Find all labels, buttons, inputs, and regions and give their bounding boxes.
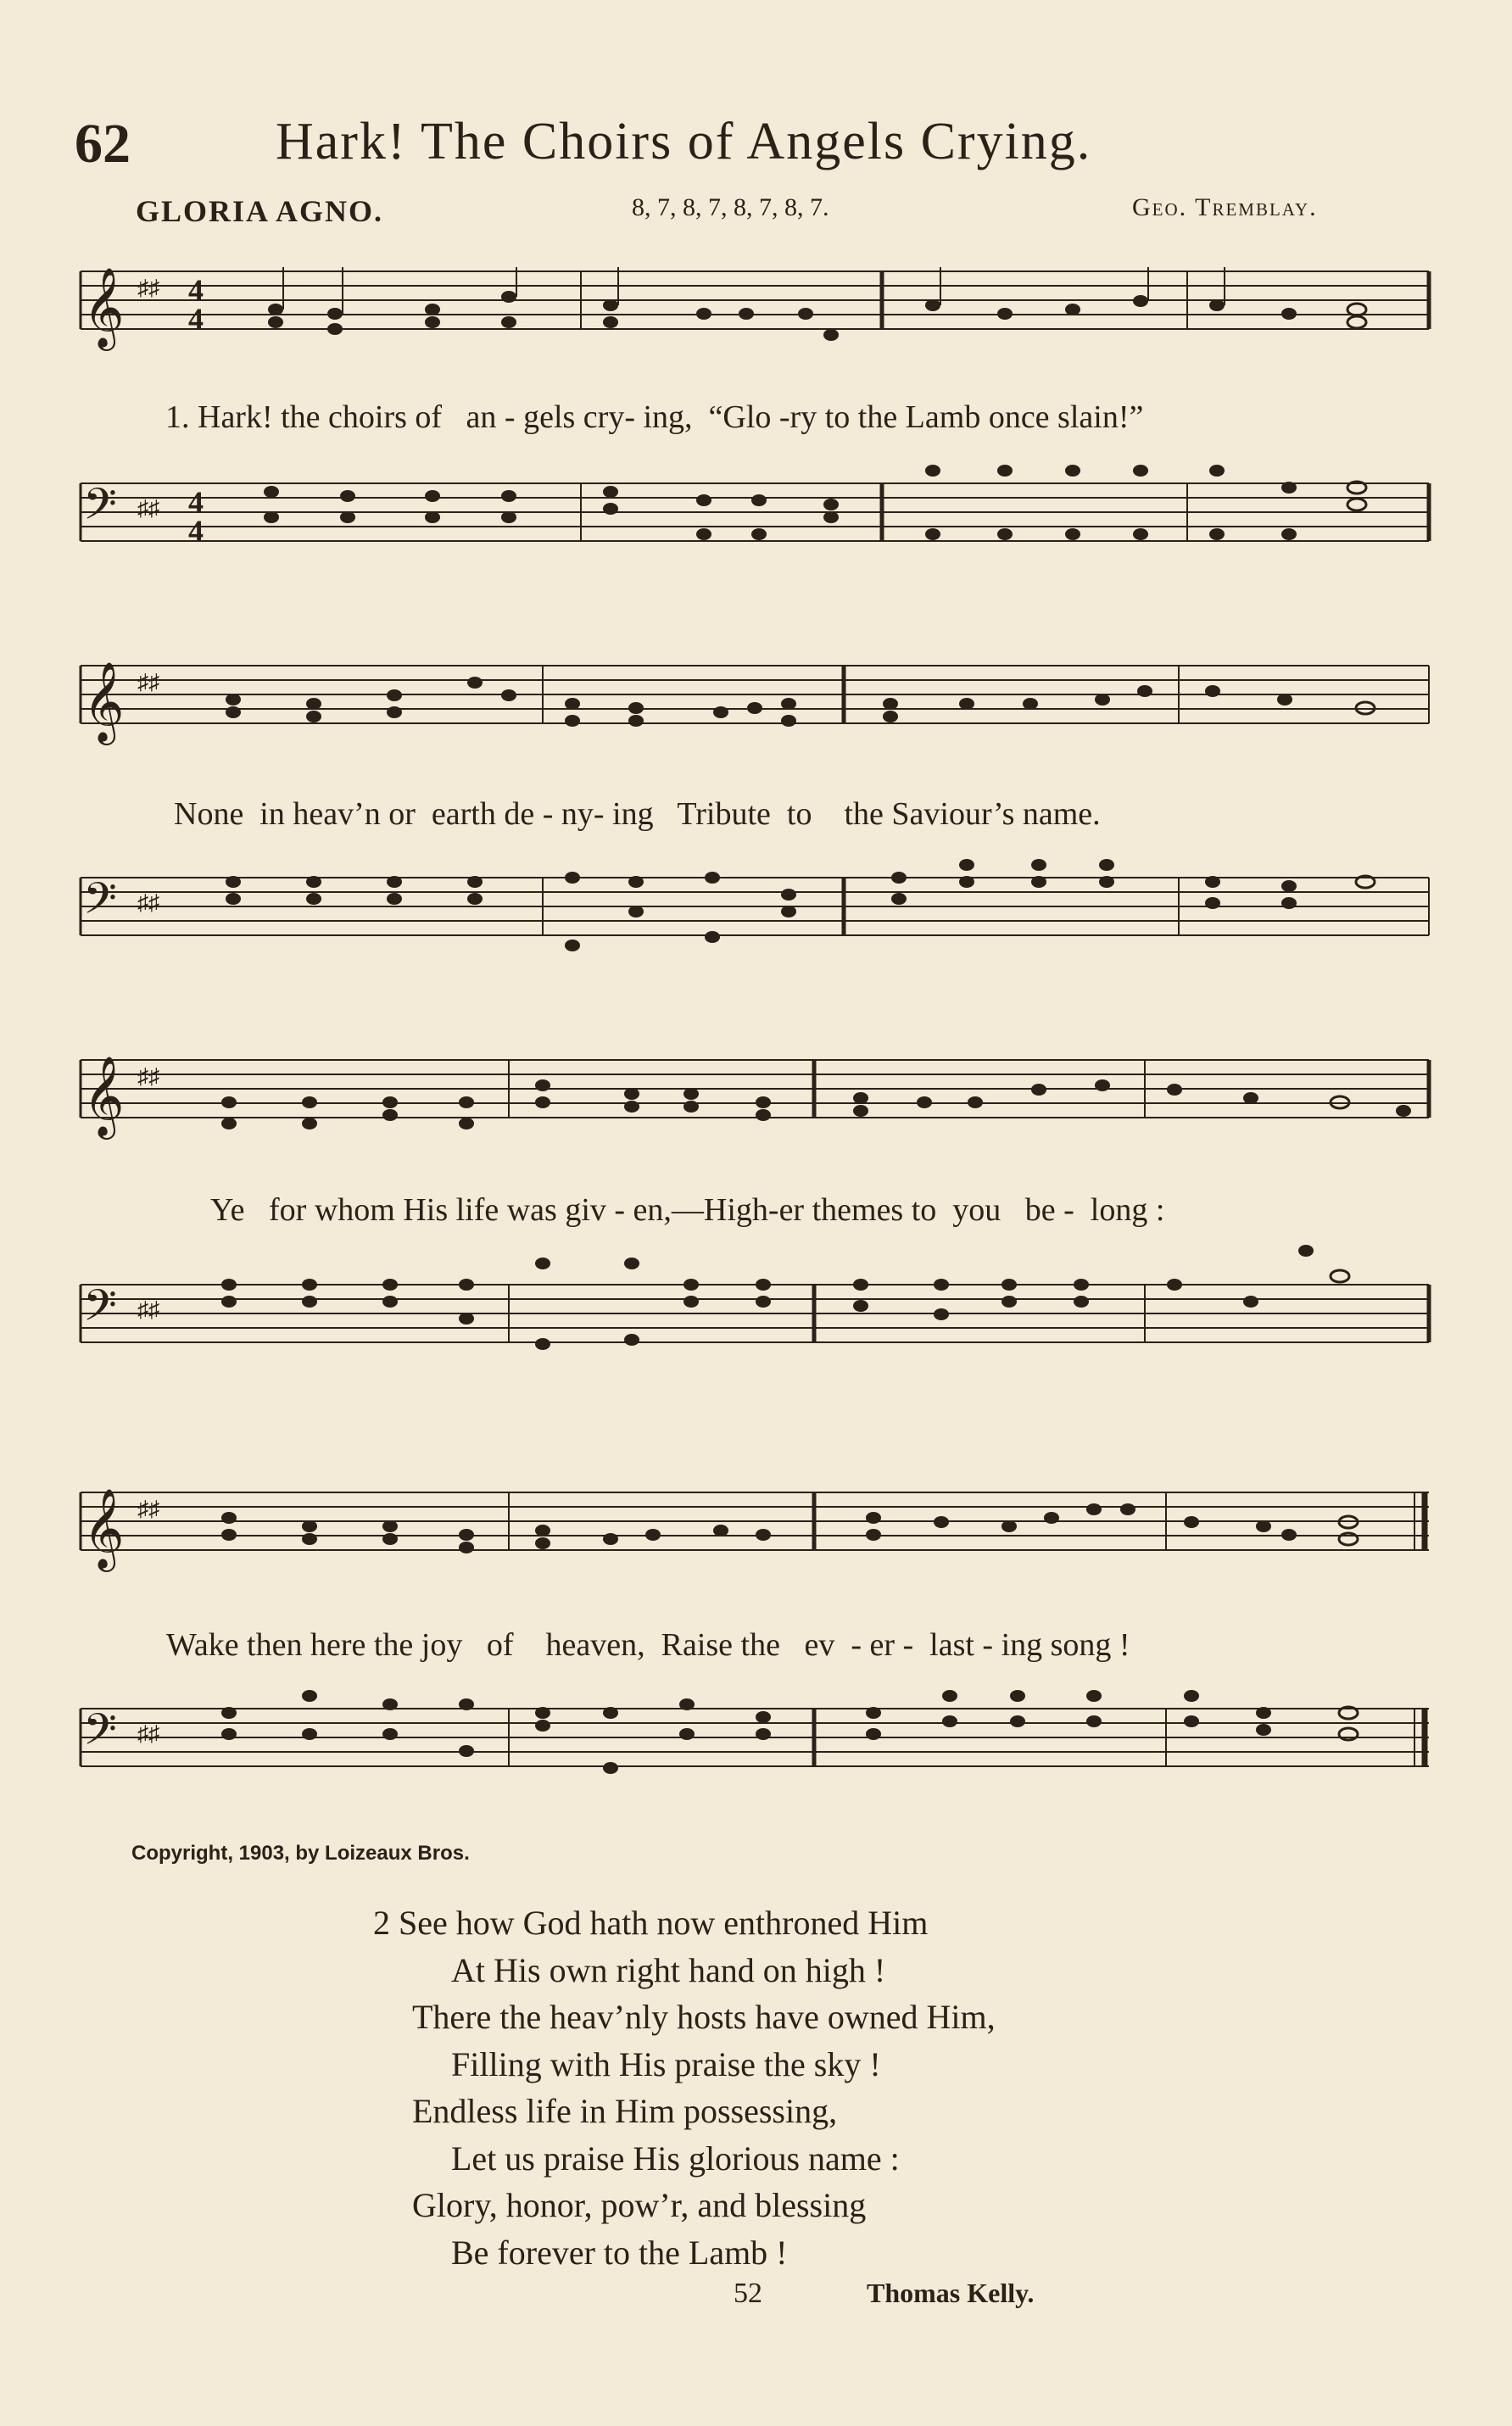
svg-text:𝄞: 𝄞 xyxy=(83,1488,125,1569)
svg-text:4: 4 xyxy=(188,302,204,336)
verse-line: 2 See how God hath now enthroned Him xyxy=(373,1904,929,1942)
verse-line: Glory, honor, pow’r, and blessing xyxy=(412,2186,867,2224)
page-number: 52 xyxy=(734,2278,762,2309)
svg-text:♯♯: ♯♯ xyxy=(137,670,159,694)
svg-text:𝄢: 𝄢 xyxy=(83,478,117,540)
verse-line: Filling with His praise the sky ! xyxy=(451,2044,881,2083)
svg-text:♯♯: ♯♯ xyxy=(137,276,159,300)
lyric-line-2: None in heav’n or earth de - ny- ing Tribute to the Saviour’s name. xyxy=(174,796,1101,832)
svg-text:𝄢: 𝄢 xyxy=(83,1280,117,1341)
bass-staff xyxy=(0,449,1512,577)
verse-line: Let us praise His glorious name : xyxy=(451,2139,900,2178)
svg-text:4: 4 xyxy=(188,514,204,548)
svg-text:𝄞: 𝄞 xyxy=(83,267,125,348)
treble-staff xyxy=(0,1484,1512,1611)
treble-staff xyxy=(0,1051,1512,1179)
svg-text:♯♯: ♯♯ xyxy=(137,496,159,521)
treble-staff xyxy=(0,657,1512,784)
composer: Geo. Tremblay. xyxy=(1132,193,1318,221)
verse-2 xyxy=(373,1899,996,2276)
lyric-line-4: Wake then here the joy of heaven, Raise the ev - er - last - ing song ! xyxy=(166,1627,1130,1663)
bass-staff xyxy=(0,844,1512,971)
tune-name: GLORIA AGNO. xyxy=(136,194,384,228)
verse-line: At His own right hand on high ! xyxy=(451,1950,886,1989)
copyright-notice: Copyright, 1903, by Loizeaux Bros. xyxy=(131,1842,470,1865)
treble-staff xyxy=(0,263,1512,390)
svg-text:♯♯: ♯♯ xyxy=(137,1064,159,1089)
verse-line: There the heav’nly hosts have owned Him, xyxy=(412,1998,996,2036)
svg-text:♯♯: ♯♯ xyxy=(137,1297,159,1322)
svg-text:𝄢: 𝄢 xyxy=(83,873,117,934)
svg-text:𝄞: 𝄞 xyxy=(83,661,125,742)
bass-staff xyxy=(0,1666,1512,1810)
meter: 8, 7, 8, 7, 8, 7, 8, 7. xyxy=(632,193,829,221)
svg-text:4: 4 xyxy=(188,485,204,519)
svg-text:4: 4 xyxy=(188,273,204,307)
svg-text:♯♯: ♯♯ xyxy=(137,1721,159,1746)
verse-line: Be forever to the Lamb ! xyxy=(451,2233,788,2272)
svg-text:♯♯: ♯♯ xyxy=(137,1497,159,1521)
author-credit: Thomas Kelly. xyxy=(867,2278,1035,2308)
bass-staff xyxy=(0,1234,1512,1378)
svg-text:♯♯: ♯♯ xyxy=(137,890,159,915)
lyric-line-1: 1. Hark! the choirs of an - gels cry- ing, “Glo -ry to the Lamb once slain!” xyxy=(165,399,1144,435)
hymn-title: Hark! The Choirs of Angels Crying. xyxy=(276,113,1092,170)
svg-text:𝄞: 𝄞 xyxy=(83,1056,125,1136)
svg-text:𝄢: 𝄢 xyxy=(83,1704,117,1765)
lyric-line-3: Ye for whom His life was giv - en,—High-er themes to you be - long : xyxy=(210,1192,1165,1228)
hymn-number: 62 xyxy=(75,113,131,175)
verse-line: Endless life in Him possessing, xyxy=(412,2092,838,2130)
